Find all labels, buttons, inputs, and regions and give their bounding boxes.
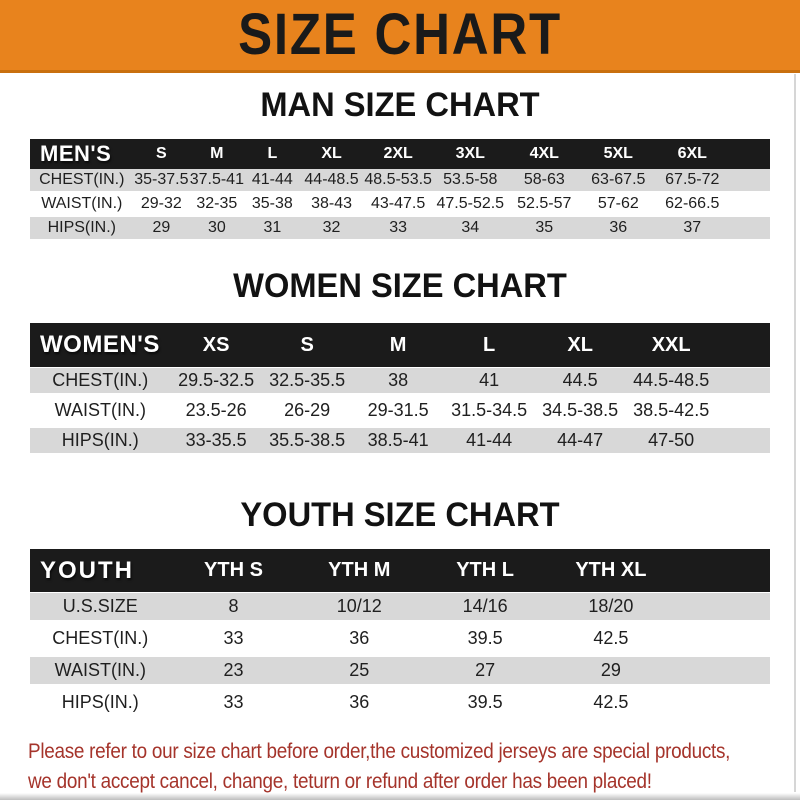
filler-cell [674, 549, 770, 593]
column-header: XL [300, 139, 363, 169]
table-row [30, 216, 770, 240]
size-cell: 58-63 [507, 169, 581, 192]
men-section-heading: MAN SIZE CHART [260, 86, 540, 124]
size-cell: 31.5-34.5 [444, 396, 535, 426]
column-header: XL [535, 323, 626, 368]
row-label: WAIST(IN.) [30, 655, 171, 687]
size-cell: 29 [134, 216, 190, 240]
size-cell: 31 [245, 216, 301, 240]
photo-edge-right [794, 74, 796, 792]
size-cell: 38.5-42.5 [626, 396, 717, 426]
size-cell: 35 [507, 216, 581, 240]
size-cell: 35-38 [245, 192, 301, 216]
size-cell: 30 [189, 216, 245, 240]
size-cell: 41-44 [245, 169, 301, 192]
disclaimer-line: we don't accept cancel, change, teturn or refund after order has been placed! [28, 770, 652, 794]
row-label: HIPS(IN.) [30, 426, 171, 456]
size-cell: 41 [444, 368, 535, 396]
row-label: WAIST(IN.) [30, 396, 171, 426]
size-cell: 39.5 [422, 623, 548, 655]
filler-cell [729, 216, 770, 240]
size-cell: 34.5-38.5 [535, 396, 626, 426]
size-cell: 18/20 [548, 593, 674, 623]
size-cell: 27 [422, 655, 548, 687]
column-header: YTH XL [548, 549, 674, 593]
size-cell: 33 [171, 623, 297, 655]
filler-cell [729, 192, 770, 216]
size-cell: 32.5-35.5 [262, 368, 353, 396]
size-cell: 48.5-53.5 [363, 169, 433, 192]
size-cell: 38 [353, 368, 444, 396]
size-cell: 36 [296, 687, 422, 719]
table-corner-label: MEN'S [30, 139, 134, 169]
size-cell: 33 [171, 687, 297, 719]
column-header: XS [171, 323, 262, 368]
size-cell: 29-31.5 [353, 396, 444, 426]
column-header: M [353, 323, 444, 368]
size-cell: 32-35 [189, 192, 245, 216]
size-cell: 62-66.5 [655, 192, 729, 216]
table-row [30, 687, 770, 719]
row-label: HIPS(IN.) [30, 216, 134, 240]
filler-cell [717, 426, 770, 456]
table-row [30, 368, 770, 396]
column-header: 3XL [433, 139, 507, 169]
size-cell: 34 [433, 216, 507, 240]
size-cell: 35.5-38.5 [262, 426, 353, 456]
table-row [30, 655, 770, 687]
filler-cell [674, 655, 770, 687]
section-women [0, 241, 800, 458]
section-men [0, 73, 800, 241]
size-cell: 8 [171, 593, 297, 623]
size-cell: 36 [581, 216, 655, 240]
row-label: CHEST(IN.) [30, 623, 171, 655]
size-cell: 14/16 [422, 593, 548, 623]
size-cell: 37.5-41 [189, 169, 245, 192]
column-header: L [245, 139, 301, 169]
filler-cell [729, 139, 770, 169]
filler-cell [674, 687, 770, 719]
column-header: L [444, 323, 535, 368]
size-cell: 10/12 [296, 593, 422, 623]
banner [0, 0, 800, 73]
filler-cell [729, 169, 770, 192]
size-cell: 53.5-58 [433, 169, 507, 192]
column-header: YTH L [422, 549, 548, 593]
column-header: S [262, 323, 353, 368]
women-size-table [30, 323, 770, 458]
size-cell: 32 [300, 216, 363, 240]
size-cell: 29 [548, 655, 674, 687]
row-label: CHEST(IN.) [30, 368, 171, 396]
size-cell: 37 [655, 216, 729, 240]
filler-cell [674, 623, 770, 655]
column-header: XXL [626, 323, 717, 368]
table-header-row [30, 139, 770, 169]
women-section-heading: WOMEN SIZE CHART [233, 267, 567, 305]
size-cell: 38-43 [300, 192, 363, 216]
size-cell: 47.5-52.5 [433, 192, 507, 216]
table-header-row [30, 323, 770, 368]
filler-cell [717, 368, 770, 396]
table-row [30, 169, 770, 192]
size-cell: 23.5-26 [171, 396, 262, 426]
table-row [30, 192, 770, 216]
photo-edge-bottom [0, 793, 800, 800]
size-cell: 47-50 [626, 426, 717, 456]
size-cell: 26-29 [262, 396, 353, 426]
filler-cell [674, 593, 770, 623]
section-youth [0, 458, 800, 721]
size-cell: 25 [296, 655, 422, 687]
size-cell: 33 [363, 216, 433, 240]
size-cell: 52.5-57 [507, 192, 581, 216]
row-label: CHEST(IN.) [30, 169, 134, 192]
size-cell: 42.5 [548, 687, 674, 719]
table-corner-label: WOMEN'S [30, 323, 171, 368]
size-cell: 35-37.5 [134, 169, 190, 192]
size-cell: 44.5 [535, 368, 626, 396]
men-size-table [30, 139, 770, 241]
disclaimer [28, 737, 800, 798]
size-cell: 41-44 [444, 426, 535, 456]
size-cell: 44-48.5 [300, 169, 363, 192]
size-cell: 44.5-48.5 [626, 368, 717, 396]
size-cell: 29-32 [134, 192, 190, 216]
size-cell: 63-67.5 [581, 169, 655, 192]
size-cell: 33-35.5 [171, 426, 262, 456]
banner-title: SIZE CHART [238, 2, 562, 67]
size-cell: 23 [171, 655, 297, 687]
column-header: YTH S [171, 549, 297, 593]
column-header: YTH M [296, 549, 422, 593]
youth-section-heading: YOUTH SIZE CHART [240, 496, 560, 534]
column-header: 5XL [581, 139, 655, 169]
table-row [30, 623, 770, 655]
youth-size-table [30, 549, 770, 721]
size-cell: 36 [296, 623, 422, 655]
disclaimer-line: Please refer to our size chart before order,the customized jerseys are special products, [28, 740, 731, 763]
size-cell: 29.5-32.5 [171, 368, 262, 396]
filler-cell [717, 323, 770, 368]
column-header: 4XL [507, 139, 581, 169]
column-header: S [134, 139, 190, 169]
table-header-row [30, 549, 770, 593]
size-cell: 39.5 [422, 687, 548, 719]
column-header: 6XL [655, 139, 729, 169]
row-label: WAIST(IN.) [30, 192, 134, 216]
filler-cell [717, 396, 770, 426]
table-row [30, 426, 770, 456]
table-row [30, 396, 770, 426]
column-header: 2XL [363, 139, 433, 169]
row-label: U.S.SIZE [30, 593, 171, 623]
column-header: M [189, 139, 245, 169]
table-row [30, 593, 770, 623]
size-cell: 44-47 [535, 426, 626, 456]
size-cell: 42.5 [548, 623, 674, 655]
table-corner-label: YOUTH [30, 549, 171, 593]
size-cell: 38.5-41 [353, 426, 444, 456]
row-label: HIPS(IN.) [30, 687, 171, 719]
size-cell: 57-62 [581, 192, 655, 216]
size-cell: 43-47.5 [363, 192, 433, 216]
size-cell: 67.5-72 [655, 169, 729, 192]
